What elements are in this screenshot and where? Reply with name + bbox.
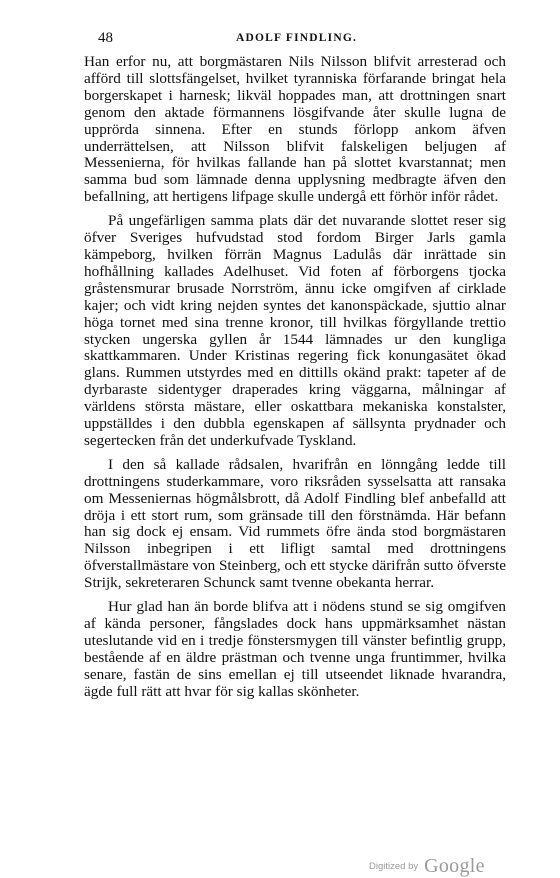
page-number: 48: [98, 30, 113, 46]
paragraph-2: På ungefärligen samma plats där det nuvarande slottet reser sig öfver Sveriges hufvudstad stod fordom Birger Jarls gamla kämpeborg, hvilken förrän Magnus Ladulås där inrättade sin hofhållning kallades Adelhuset. Vid foten af förborgens tjocka gråstensmurar brusade Norrström, ännu icke omgifven af cirklade kajer; och vidt kring nejden syntes det kanonspäckade, sjuttio alnar höga tornet med sina trenne kronor, till hvilkas förgyllande trettio stycken ungerska gyllen år 1544 lämnades ur den kungliga skattkammaren. Under Kristinas regering fick konungasätet ökad glans. Rummen utstyrdes med en dittills okänd prakt: tapeter af de dyrbaraste sidentyger draperades kring väggarna, målningar af världens största mästare, eller oskattbara mekaniska konstalster, uppställdes i den dubbla egenskapen af sällsynta prydnader och segertecken från det underkufvade Tyskland.: [84, 212, 506, 449]
digitized-by-watermark: [369, 855, 499, 877]
digitized-label: Digitized by: [369, 861, 419, 872]
paragraph-3: I den så kallade rådsalen, hvarifrån en lönngång ledde till drottningens studerkammare, voro riksråden sysselsatta att ransaka om Messeniernas högmålsbrott, då Adolf Findling blef anbefalld att dröja i ett stort rum, som gränsade till den förstnämda. Här befann han sig dock ej ensam. Vid rummets öfre ända stod borgmästaren Nilsson inbegripen i ett lifligt samtal med drottningens öfverstallmästare von Steinberg, och ett stycke därifrån sutto öfverste Strijk, sekreteraren Schunck samt tvenne obekanta herrar.: [84, 455, 506, 592]
paragraph-1: Han erfor nu, att borgmästaren Nils Nilsson blifvit arresterad och afförd till slottsfängelset, hvilket tyranniska förfarande bringat hela borgerskapet i harnesk; likväl hoppades man, att drottningen snart genom den aktade förmannens lösgifvande åter skulle lugna de upprörda sinnena. Efter en stunds förlopp ankom äfven underrättelsen, att Nilsson blifvit falskeligen beljugen af Messenierna, för hvilkas fallande han på slottet kvarstannat; men samma bud som lämnade denna upplysning medbragte äfven den befallning, att hertigens lifpage skulle undergå ett förhör inför rådet.: [84, 53, 506, 206]
running-title: ADOLF FINDLING.: [236, 32, 358, 44]
body-text: [84, 54, 506, 708]
running-head: [84, 30, 488, 48]
google-logo: Google: [424, 855, 485, 877]
paragraph-4: Hur glad han än borde blifva att i nödens stund se sig omgifven af kända personer, fångslades dock hans uppmärksamhet nästan uteslutande vid en i tredje fönstersmygen till vänster befintlig grupp, bestående af en äldre prästman och tvenne unga fruntimmer, hvilka senare, fastän de sins emellan ej till utseendet liknade hvarandra, ägde full rätt att hvar för sig kallas skönheter.: [84, 598, 506, 700]
